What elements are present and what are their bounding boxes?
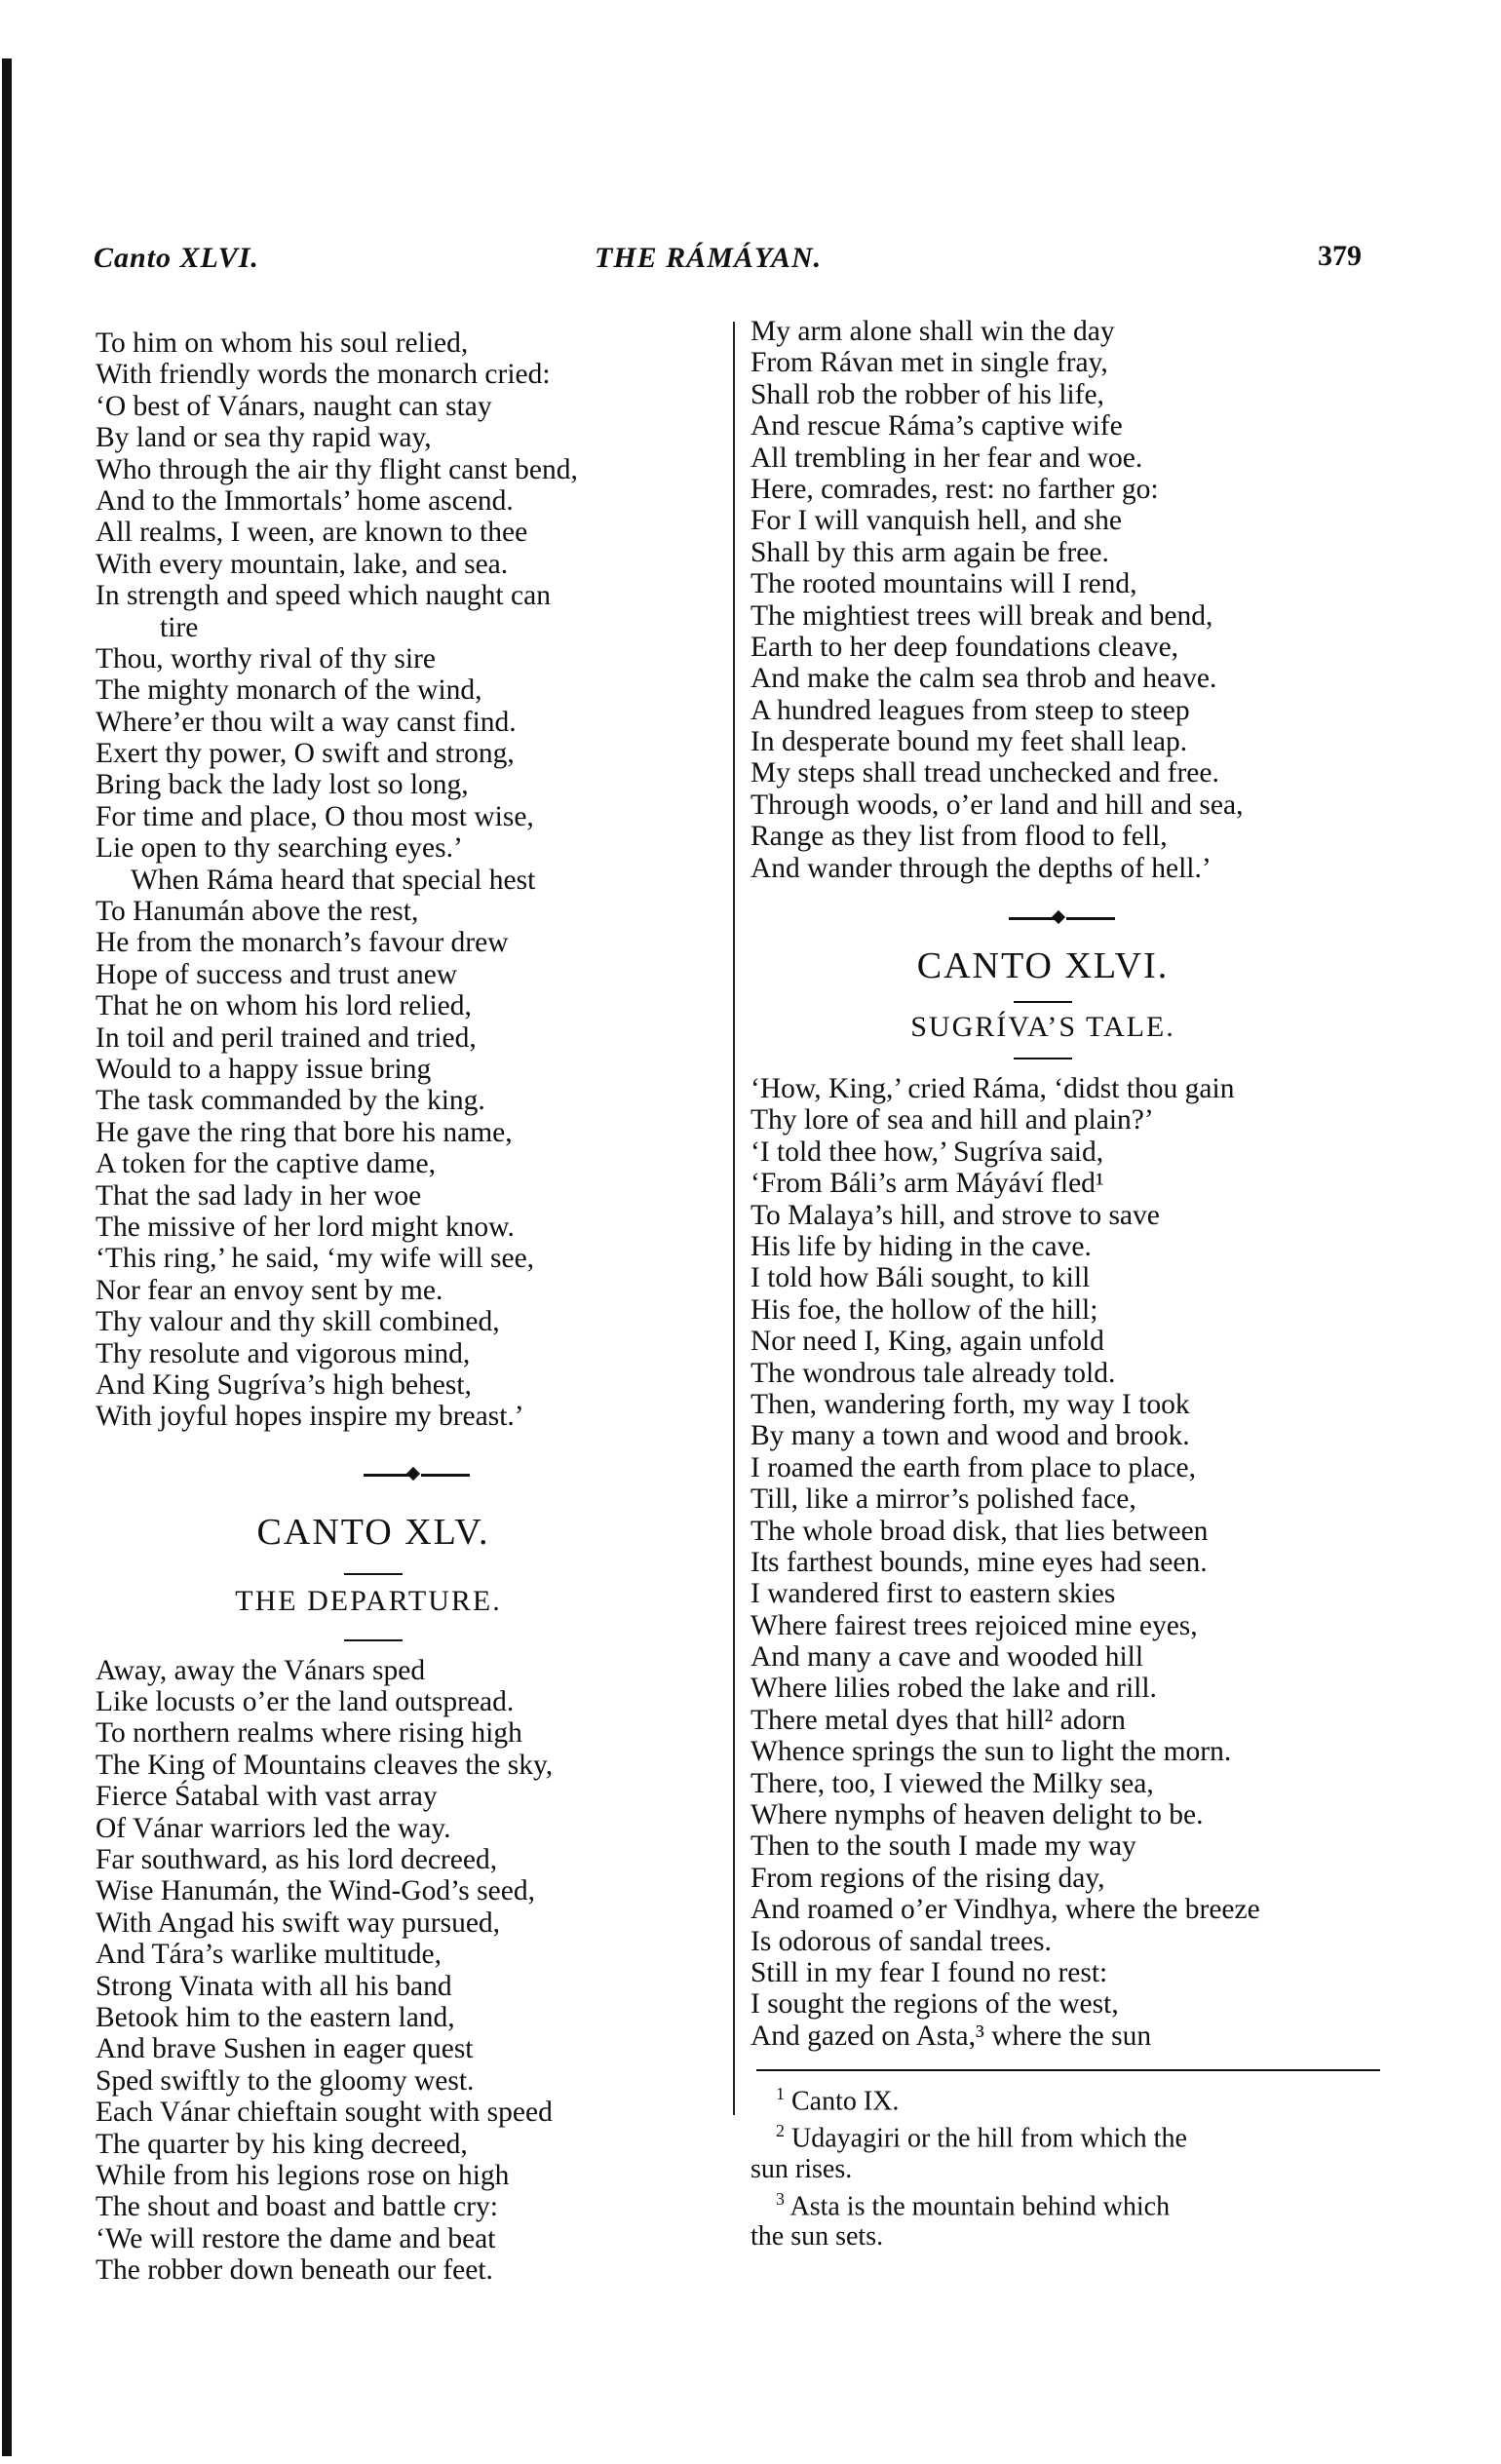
verse-line: Still in my fear I found no rest:: [750, 1956, 1108, 1988]
footnote-text: Asta is the mountain behind which: [789, 2191, 1171, 2222]
footnote-2-continuation: sun rises.: [750, 2153, 853, 2184]
verse-line: I told how Báli sought, to kill: [750, 1262, 1091, 1294]
verse-line: His foe, the hollow of the hill;: [750, 1293, 1098, 1326]
verse-line: All trembling in her fear and woe.: [750, 442, 1143, 474]
footnote-2: [750, 2116, 1384, 2153]
verse-line: Through woods, o’er land and hill and sea,: [750, 789, 1244, 821]
verse-line: Betook him to the eastern land,: [96, 2001, 455, 2033]
verse-line: My arm alone shall win the day: [750, 316, 1115, 347]
verse-line: Wise Hanumán, the Wind-God’s seed,: [96, 1875, 535, 1907]
verse-line: A hundred leagues from steep to steep: [750, 694, 1190, 726]
verse-line: A token for the captive dame,: [96, 1148, 436, 1180]
verse-line: Bring back the lady lost so long,: [96, 769, 469, 801]
verse-line: That the sad lady in her woe: [96, 1179, 422, 1212]
verse-line: With friendly words the monarch cried:: [96, 359, 551, 391]
verse-line: Sped swiftly to the gloomy west.: [96, 2064, 475, 2097]
right-stanza-2: [750, 1073, 1384, 2052]
verse-line: Where lilies robed the lake and rill.: [750, 1673, 1157, 1705]
verse-line: By land or sea thy rapid way,: [96, 422, 432, 454]
verse-line: Where nymphs of heaven delight to be.: [750, 1799, 1204, 1831]
verse-line: To Hanumán above the rest,: [96, 896, 419, 928]
verse-line-continuation: tire: [160, 611, 199, 643]
right-stanza-1: [750, 316, 1384, 884]
verse-line: In toil and peril trained and tried,: [96, 1021, 477, 1054]
verse-line: The shout and boast and battle cry:: [96, 2191, 498, 2223]
footnote-text: Udayagiri or the hill from which the: [791, 2123, 1187, 2154]
verse-line: The task commanded by the king.: [96, 1085, 485, 1117]
verse-line: Who through the air thy flight canst bend,: [96, 453, 578, 485]
title-rule: [344, 1639, 403, 1641]
section-ornament: [750, 904, 1384, 933]
heading-rule: [344, 1573, 403, 1575]
verse-line: There metal dyes that hill² adorn: [750, 1704, 1126, 1736]
verse-line: Then, wandering forth, my way I took: [750, 1388, 1190, 1420]
verse-line: From regions of the rising day,: [750, 1862, 1105, 1894]
verse-line: In desperate bound my feet shall leap.: [750, 726, 1188, 758]
verse-line: And rescue Ráma’s captive wife: [750, 410, 1123, 443]
verse-line: The mightiest trees will break and bend,: [750, 599, 1213, 632]
footnote-text: Canto IX.: [791, 2086, 900, 2117]
verse-line: Away, away the Vánars sped: [96, 1654, 426, 1686]
heading-rule: [1014, 1001, 1072, 1003]
verse-line: Exert thy power, O swift and strong,: [96, 738, 515, 770]
footnote-mark: 1: [776, 2084, 785, 2104]
footnote-3-continuation: the sun sets.: [750, 2221, 884, 2252]
verse-line: I sought the regions of the west,: [750, 1988, 1119, 2021]
footnote-mark: 3: [776, 2188, 785, 2209]
section-title: SUGRÍVA’S TALE.: [910, 1011, 1175, 1044]
verse-line: The wondrous tale already told.: [750, 1357, 1116, 1389]
left-column: [96, 327, 729, 2286]
verse-line: And gazed on Asta,³ where the sun: [750, 2020, 1152, 2052]
footnote-3: [750, 2184, 1384, 2221]
verse-line: The missive of her lord might know.: [96, 1211, 515, 1243]
verse-line: ‘This ring,’ he said, ‘my wife will see,: [96, 1243, 535, 1275]
verse-line: Then to the south I made my way: [750, 1830, 1136, 1863]
verse-line: Whence springs the sun to light the morn.: [750, 1736, 1232, 1768]
verse-line: The robber down beneath our feet.: [96, 2254, 493, 2287]
verse-line: Lie open to thy searching eyes.’: [96, 832, 463, 865]
verse-line: I wandered first to eastern skies: [750, 1578, 1116, 1610]
verse-line: To him on whom his soul relied,: [96, 327, 469, 359]
left-stanza-2: [96, 1655, 729, 2287]
verse-line: And brave Sushen in eager quest: [96, 2033, 474, 2065]
verse-line: From Rávan met in single fray,: [750, 347, 1108, 379]
right-column: [750, 316, 1384, 2252]
verse-line: And many a cave and wooded hill: [750, 1641, 1144, 1674]
verse-line: That he on whom his lord relied,: [96, 990, 472, 1022]
verse-line: To Malaya’s hill, and strove to save: [750, 1199, 1160, 1231]
verse-line: Fierce Śatabal with vast array: [96, 1781, 438, 1813]
verse-line: Range as they list from flood to fell,: [750, 821, 1168, 853]
verse-line: While from his legions rose on high: [96, 2159, 510, 2191]
running-head-title: THE RÁMÁYAN.: [595, 242, 823, 274]
verse-line: Like locusts o’er the land outspread.: [96, 1686, 515, 1718]
verse-line: Thy lore of sea and hill and plain?’: [750, 1104, 1154, 1136]
verse-line: Earth to her deep foundations cleave,: [750, 631, 1179, 663]
verse-line: Would to a happy issue bring: [96, 1053, 432, 1085]
section-title: THE DEPARTURE.: [235, 1584, 502, 1617]
verse-line: ‘O best of Vánars, naught can stay: [96, 390, 492, 422]
verse-line: The quarter by his king decreed,: [96, 2128, 468, 2160]
verse-line: Thy valour and thy skill combined,: [96, 1306, 500, 1338]
verse-line: With Angad his swift way pursued,: [96, 1906, 501, 1939]
footnote-rule: [756, 2069, 1380, 2071]
verse-line: ‘How, King,’ cried Ráma, ‘didst thou gain: [750, 1073, 1235, 1105]
verse-line: The King of Mountains cleaves the sky,: [96, 1749, 554, 1781]
verse-line: Till, like a mirror’s polished face,: [750, 1483, 1136, 1516]
verse-line: The mighty monarch of the wind,: [96, 674, 482, 707]
verse-line: Is odorous of sandal trees.: [750, 1925, 1052, 1957]
verse-line: Nor fear an envoy sent by me.: [96, 1274, 443, 1306]
title-rule: [1014, 1058, 1072, 1059]
verse-line: The whole broad disk, that lies between: [750, 1515, 1209, 1547]
footnotes: [750, 2079, 1384, 2252]
verse-line: He from the monarch’s favour drew: [96, 927, 509, 959]
verse-line: Shall by this arm again be free.: [750, 536, 1109, 568]
footnote-1: [750, 2079, 1384, 2116]
verse-line: Where’er thou wilt a way canst find.: [96, 706, 517, 738]
verse-line: Each Vánar chieftain sought with speed: [96, 2097, 553, 2129]
verse-line: In strength and speed which naught can: [96, 580, 551, 612]
verse-line: Where fairest trees rejoiced mine eyes,: [750, 1609, 1198, 1641]
verse-line: Hope of success and trust anew: [96, 958, 458, 990]
verse-line: All realms, I ween, are known to thee: [96, 517, 528, 549]
verse-line: ‘I told thee how,’ Sugríva said,: [750, 1136, 1104, 1168]
left-stanza-1: [96, 327, 729, 1433]
verse-line: The rooted mountains will I rend,: [750, 568, 1137, 600]
canto-heading: CANTO XLV.: [256, 1511, 490, 1553]
footnote-mark: 2: [776, 2121, 785, 2141]
verse-line: I roamed the earth from place to place,: [750, 1451, 1197, 1483]
verse-line: And make the calm sea throb and heave.: [750, 663, 1217, 695]
verse-line: With every mountain, lake, and sea.: [96, 548, 509, 580]
verse-line: And Tára’s warlike multitude,: [96, 1939, 443, 1971]
verse-line: ‘From Báli’s arm Máyáví fled¹: [750, 1168, 1104, 1200]
verse-line: To northern realms where rising high: [96, 1717, 522, 1750]
verse-line: With joyful hopes inspire my breast.’: [96, 1401, 524, 1433]
verse-line: And wander through the depths of hell.’: [750, 852, 1212, 884]
page-number: 379: [1318, 240, 1362, 272]
binding-mark-top: [2, 58, 12, 1637]
verse-line: Its farthest bounds, mine eyes had seen.: [750, 1546, 1208, 1578]
verse-line: When Ráma heard that special hest: [131, 864, 536, 896]
binding-mark-bottom: [2, 1452, 12, 2456]
column-divider: [733, 322, 735, 2115]
verse-line: Nor need I, King, again unfold: [750, 1326, 1104, 1358]
verse-line: My steps shall tread unchecked and free.: [750, 757, 1219, 789]
verse-line: By many a town and wood and brook.: [750, 1420, 1190, 1452]
verse-line: Here, comrades, rest: no farther go:: [750, 473, 1159, 505]
verse-line: For I will vanquish hell, and she: [750, 505, 1122, 537]
verse-line: Shall rob the robber of his life,: [750, 378, 1104, 410]
verse-line: And to the Immortals’ home ascend.: [96, 484, 514, 517]
verse-line: And King Sugríva’s high behest,: [96, 1368, 472, 1401]
verse-line: Of Vánar warriors led the way.: [96, 1812, 451, 1844]
verse-line: For time and place, O thou most wise,: [96, 800, 534, 832]
verse-line: And roamed o’er Vindhya, where the breeze: [750, 1894, 1260, 1926]
verse-line: Far southward, as his lord decreed,: [96, 1844, 498, 1876]
canto-heading: CANTO XLVI.: [916, 945, 1170, 987]
verse-line: Strong Vinata with all his band: [96, 1970, 452, 2002]
verse-line: There, too, I viewed the Milky sea,: [750, 1767, 1154, 1799]
verse-line: He gave the ring that bore his name,: [96, 1116, 513, 1148]
verse-line: ‘We will restore the dame and beat: [96, 2222, 496, 2254]
verse-line: His life by hiding in the cave.: [750, 1230, 1092, 1262]
section-ornament: [96, 1460, 729, 1489]
verse-line: Thou, worthy rival of thy sire: [96, 642, 437, 674]
running-head-canto: Canto XLVI.: [94, 242, 259, 274]
verse-line: Thy resolute and vigorous mind,: [96, 1337, 471, 1369]
